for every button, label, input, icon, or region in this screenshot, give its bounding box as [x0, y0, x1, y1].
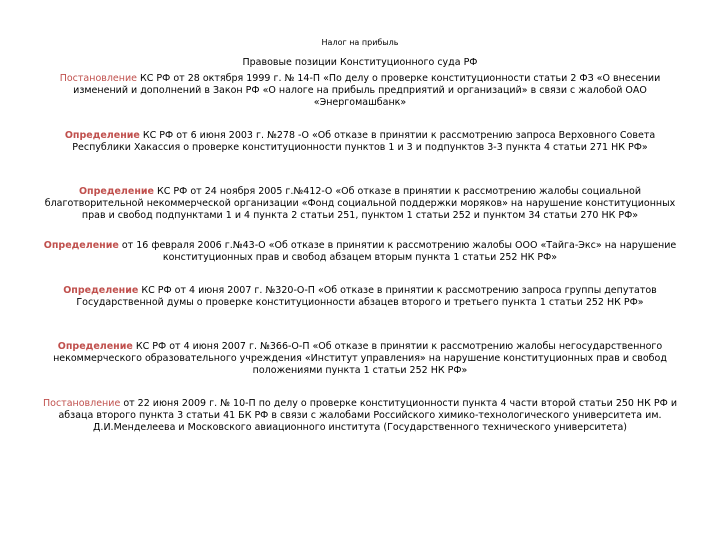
entry-keyword: Определение [57, 341, 133, 352]
entry-text: от 16 февраля 2006 г.№43-О «Об отказе в принятии к рассмотрению жалобы ООО «Тайга-Экс» на нарушение конституционных прав и свобод абзацем вторым пункта 1 статьи 252 НК РФ» [118, 240, 677, 263]
entry-text: КС РФ от 6 июня 2003 г. №278 -О «Об отказе в принятии к рассмотрению запроса Верховного Совета Республики Хакассия о проверке конституционности пунктов 1 и 3 и подпунктов 3-3 пункта 4 статьи 271 НК РФ» [72, 130, 656, 153]
entry-text: КС РФ от 4 июня 2007 г. №320-О-П «Об отказе в принятии к рассмотрению запроса группы депутатов Государственной думы о проверке конституционности абзацев второго и третьего пункта 1 статьи 252 НК РФ» [76, 285, 657, 308]
header-title: Налог на прибыль [321, 38, 399, 47]
entry-keyword: Определение [43, 240, 119, 251]
entry-keyword: Постановление [42, 398, 121, 409]
ruling-entry-4 [40, 240, 680, 264]
entry-keyword: Определение [63, 285, 139, 296]
ruling-entry-7 [40, 398, 680, 434]
entry-text: от 22 июня 2009 г. № 10-П по делу о проверке конституционности пункта 4 части второй статьи 250 НК РФ и абзаца второго пункта 3 статьи 41 БК РФ в связи с жалобами Российского химико-технологического университета им. Д.И.Менделеева и Московского авиационного института (Государственного технического университета) [58, 398, 677, 433]
entry-keyword: Постановление [59, 73, 138, 84]
entry-text: КС РФ от 28 октября 1999 г. № 14-П «По делу о проверке конституционности статьи 2 ФЗ «О внесении изменений и дополнений в Закон РФ «О налоге на прибыль предприятий и организаций» в связи с жалобой ОАО «Энергомашбанк» [73, 73, 661, 108]
ruling-entry-6 [40, 341, 680, 377]
entry-keyword: Определение [78, 186, 155, 197]
entry-text: КС РФ от 4 июня 2007 г. №366-О-П «Об отказе в принятии к рассмотрению жалобы негосударственного некоммерческого образовательного учреждения «Институт управления» на нарушение конституционных прав и свобод положениями пункта 1 статьи 252 НК РФ» [53, 341, 667, 376]
ruling-entry-3 [40, 186, 680, 222]
entry-keyword: Определение [64, 130, 140, 141]
ruling-entry-2 [40, 130, 680, 154]
document-title: Правовые позиции Конституционного суда РФ [242, 57, 478, 68]
ruling-entry-1 [40, 73, 680, 109]
ruling-entry-5 [40, 285, 680, 309]
entry-text: КС РФ от 24 ноября 2005 г.№412-О «Об отказе в принятии к рассмотрению жалобы социальной благотворительной некоммерческой организации «Фонд социальной поддержки моряков» на нарушение конституционных прав и свобод подпунктами 1 и 4 пункта 2 статьи 251, пунктом 1 статьи 252 и пунктом 34 статьи 270 НК РФ» [44, 186, 676, 221]
